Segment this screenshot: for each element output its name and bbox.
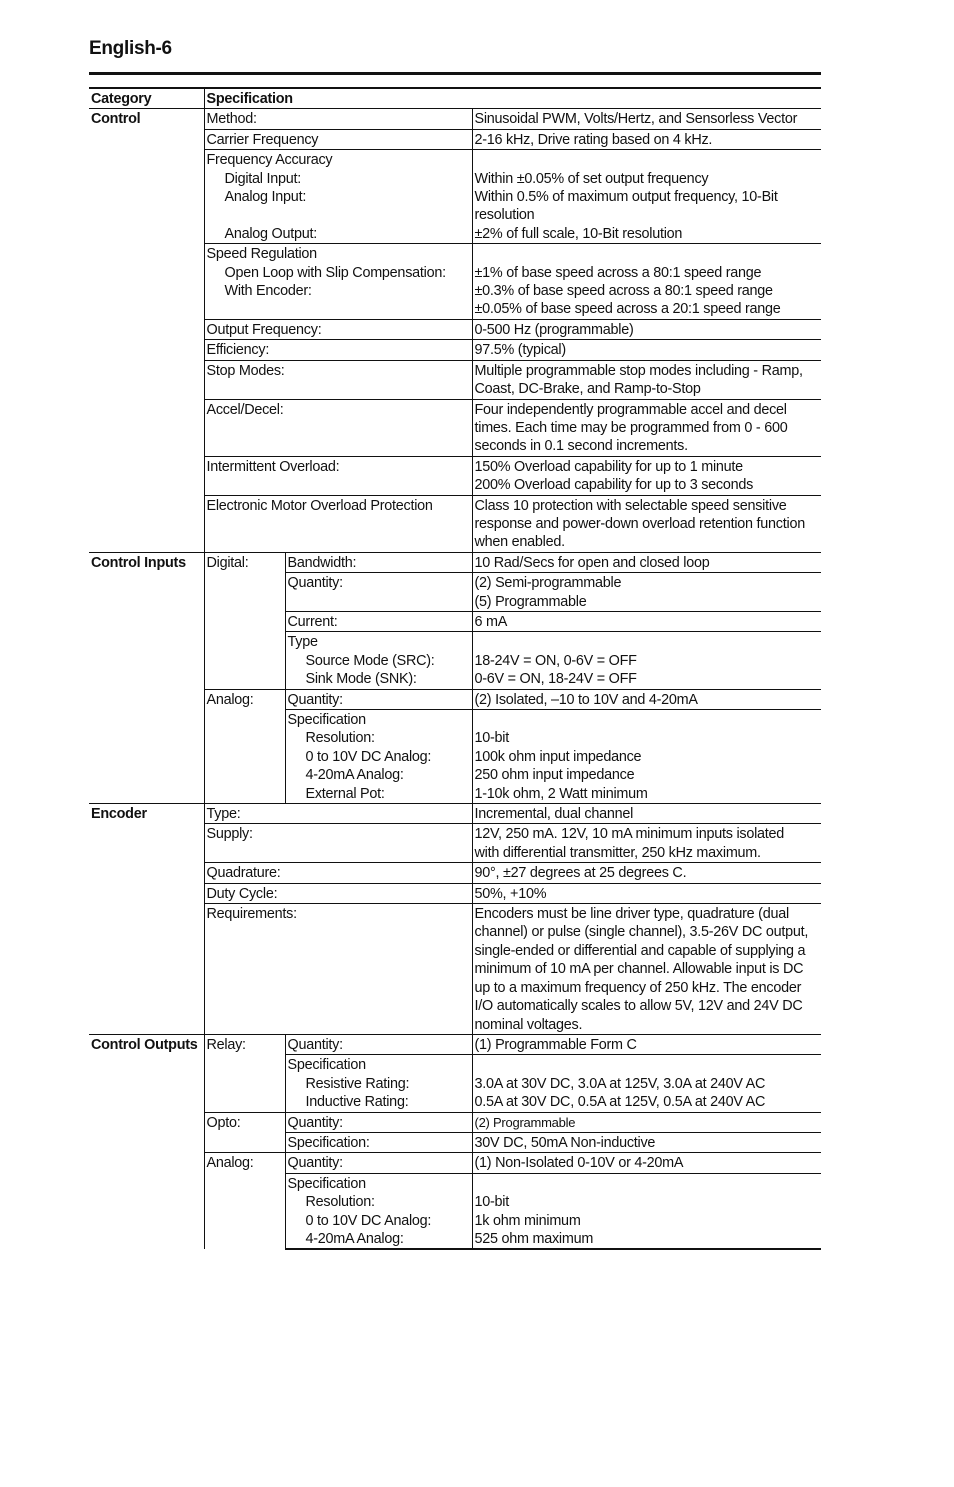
cell-line: Requirements: [206,906,297,923]
cell-line: Multiple programmable stop modes including - Ramp, [474,362,803,379]
spec-cell [285,573,472,612]
cell-line: Type [287,634,318,651]
category-cell: Control Inputs [89,552,204,803]
cell-line: 0-500 Hz (programmable) [474,321,634,338]
cell-line: single-ended or differential and capable of supplying a [474,942,806,959]
cell-line: Coast, DC-Brake, and Ramp-to-Stop [474,381,701,398]
cell-line: (2) Isolated, –10 to 10V and 4-20mA [474,691,698,708]
cell-line: Open Loop with Slip Compensation: [224,264,446,281]
value-cell [472,552,821,572]
cell-line: Specification [287,712,366,728]
value-cell [472,611,821,631]
cell-line: Quadrature: [206,865,281,882]
spec-cell [285,689,472,709]
value-cell [472,863,821,883]
cell-line: Frequency Accuracy [206,152,333,169]
cell-line: ±0.3% of base speed across a 80:1 speed range [474,283,773,300]
cell-line: Output Frequency: [206,321,322,338]
cell-line: Duty Cycle: [206,885,278,902]
value-cell [472,710,821,804]
cell-line: 97.5% (typical) [474,342,566,359]
cell-line: when enabled. [474,534,565,551]
table-row [89,804,821,824]
cell-line: Method: [206,111,257,128]
value-cell [472,319,821,339]
cell-line: I/O automatically scales to allow 5V, 12V and 24V DC [474,998,803,1015]
cell-line: Intermittent Overload: [206,458,340,475]
value-cell [472,904,821,1035]
cell-line: resolution [474,207,535,224]
cell-line: (1) Non-Isolated 0-10V or 4-20mA [474,1155,684,1172]
cell-line: 50%, +10% [474,885,547,902]
cell-line: Within ±0.05% of set output frequency [474,170,709,187]
cell-line: Digital Input: [224,170,301,187]
cell-line: 100k ohm input impedance [474,748,642,765]
spec-cell [285,1153,472,1173]
spec-cell [204,863,472,883]
value-cell [472,1153,821,1173]
cell-line: 1k ohm minimum [474,1212,581,1229]
spec-cell [285,611,472,631]
cell-line: 6 mA [474,613,508,630]
cell-line: 4-20mA Analog: [305,767,404,784]
spec-cell [285,1173,472,1249]
category-header: Category [89,88,204,109]
cell-line: Stop Modes: [206,362,285,379]
cell-line [475,245,820,263]
cell-line: 18-24V = ON, 0-6V = OFF [474,652,637,669]
cell-line: Efficiency: [206,342,270,359]
cell-line: Inductive Rating: [305,1094,409,1111]
cell-line: 200% Overload capability for up to 3 seconds [474,477,754,494]
cell-line: 525 ohm maximum [474,1230,594,1247]
cell-line: 2-16 kHz, Drive rating based on 4 kHz. [474,131,713,148]
cell-line: response and power-down overload retention function [474,515,805,532]
value-cell [472,573,821,612]
cell-line: 250 ohm input impedance [474,767,635,784]
cell-line: Quantity: [287,1036,343,1053]
spec-cell [204,904,472,1035]
cell-line: Source Mode (SRC): [305,652,435,669]
cell-line: up to a maximum frequency of 250 kHz. The encoder [474,979,802,996]
cell-line [475,633,820,651]
cell-line: Resolution: [305,1194,375,1211]
cell-line: Specification [287,1175,366,1192]
cell-line: Within 0.5% of maximum output frequency, 10-Bit [474,189,778,206]
subcategory-cell: Opto: [204,1112,285,1153]
spec-cell [285,1132,472,1152]
spec-cell [204,495,472,552]
cell-line: Resolution: [305,730,375,747]
spec-cell [285,552,472,572]
cell-line: Analog Output: [224,225,318,242]
spec-cell [204,824,472,863]
cell-line: times. Each time may be programmed from 0 - 600 [474,419,788,436]
value-cell [472,632,821,689]
cell-line: with differential transmitter, 250 kHz maximum. [474,844,761,861]
value-cell [472,399,821,456]
table-row [89,552,821,572]
spec-cell [285,632,472,689]
cell-line: Sink Mode (SNK): [305,671,417,688]
cell-line: (1) Programmable Form C [474,1036,637,1053]
cell-line: Resistive Rating: [305,1075,410,1092]
cell-line: Specification: [287,1134,370,1151]
cell-line: 10 Rad/Secs for open and closed loop [474,554,710,571]
subcategory-cell: Analog: [204,1153,285,1250]
value-cell [472,129,821,149]
cell-line: Analog Input: [224,189,307,206]
cell-line: 1-10k ohm, 2 Watt minimum [474,785,648,802]
cell-line: Quantity: [287,575,343,592]
cell-line: 90°, ±27 degrees at 25 degrees C. [474,865,687,882]
spec-cell [285,1055,472,1112]
value-cell [472,1112,821,1132]
spec-cell [204,150,472,244]
value-cell [472,456,821,495]
cell-line: ±1% of base speed across a 80:1 speed range [474,264,762,281]
cell-line: Bandwidth: [287,554,357,571]
cell-line: (2) Semi-programmable [474,575,622,592]
value-cell [472,150,821,244]
cell-line: 4-20mA Analog: [305,1230,404,1247]
value-cell [472,109,821,129]
cell-line: Encoders must be line driver type, quadrature (dual [474,906,789,923]
header-rule [89,72,821,75]
value-cell [472,1132,821,1152]
cell-line [207,206,470,224]
cell-line: 0-6V = ON, 18-24V = OFF [474,671,637,688]
value-cell [472,495,821,552]
cell-line: Supply: [206,826,253,843]
category-cell: Control Outputs [89,1034,204,1249]
cell-line: Incremental, dual channel [474,806,634,823]
cell-line: Speed Regulation [206,246,317,263]
spec-cell [204,244,472,320]
cell-line: Specification [287,1057,366,1074]
cell-line: (5) Programmable [474,593,587,610]
spec-cell [204,399,472,456]
spec-cell [204,129,472,149]
value-cell [472,1173,821,1249]
cell-line: 3.0A at 30V DC, 3.0A at 125V, 3.0A at 240V AC [474,1075,766,1092]
spec-cell [204,883,472,903]
spec-cell [285,710,472,804]
spec-cell [285,1034,472,1054]
cell-line [475,1175,820,1193]
category-cell: Encoder [89,804,204,1035]
value-cell [472,1034,821,1054]
cell-line: (2) Programmable [474,1114,576,1130]
cell-line: Accel/Decel: [206,401,284,418]
spec-cell [204,319,472,339]
spec-cell [285,1112,472,1132]
value-cell [472,689,821,709]
cell-line: Quantity: [287,1155,343,1172]
spec-cell [204,804,472,824]
cell-line: Four independently programmable accel and decel [474,401,787,418]
cell-line: Carrier Frequency [206,131,319,148]
cell-line: minimum of 10 mA per channel. Allowable input is DC [474,961,804,978]
cell-line: Electronic Motor Overload Protection [206,497,433,514]
cell-line: Quantity: [287,1114,343,1131]
page-header: English-6 [89,38,172,59]
cell-line: External Pot: [305,785,385,802]
cell-line: seconds in 0.1 second increments. [474,438,688,455]
cell-line: channel) or pulse (single channel), 3.5-26V DC output, [474,924,809,941]
subcategory-cell: Digital: [204,552,285,689]
table-row [89,109,821,129]
cell-line: 10-bit [474,1194,509,1211]
spec-cell [204,109,472,129]
cell-line: Quantity: [287,691,343,708]
value-cell [472,244,821,320]
cell-line [475,711,820,729]
value-cell [472,340,821,360]
category-cell: Control [89,109,204,552]
subcategory-cell: Analog: [204,689,285,803]
specification-header: Specification [204,88,821,109]
cell-line: 0 to 10V DC Analog: [305,748,432,765]
cell-line: 150% Overload capability for up to 1 minute [474,458,743,475]
cell-line: 0 to 10V DC Analog: [305,1212,432,1229]
value-cell [472,824,821,863]
cell-line: 10-bit [474,730,509,747]
cell-line [475,1056,820,1074]
cell-line: 30V DC, 50mA Non-inductive [474,1134,656,1151]
value-cell [472,360,821,399]
cell-line: 12V, 250 mA. 12V, 10 mA minimum inputs isolated [474,826,785,843]
cell-line [475,151,820,169]
table-row [89,1034,821,1054]
subcategory-cell: Relay: [204,1034,285,1112]
cell-line: With Encoder: [224,283,312,300]
cell-line: Class 10 protection with selectable speed sensitive [474,497,787,514]
cell-line: 0.5A at 30V DC, 0.5A at 125V, 0.5A at 240V AC [474,1094,766,1111]
cell-line: nominal voltages. [474,1016,583,1033]
cell-line: Sinusoidal PWM, Volts/Hertz, and Sensorless Vector [474,111,798,128]
cell-line: Current: [287,613,338,630]
cell-line: Type: [206,806,241,823]
value-cell [472,1055,821,1112]
spec-cell [204,360,472,399]
specifications-table [89,87,821,1250]
cell-line: ±0.05% of base speed across a 20:1 speed range [474,301,781,318]
table-header-row [89,88,821,109]
value-cell [472,883,821,903]
cell-line: ±2% of full scale, 10-Bit resolution [474,225,683,242]
spec-cell [204,340,472,360]
spec-cell [204,456,472,495]
value-cell [472,804,821,824]
